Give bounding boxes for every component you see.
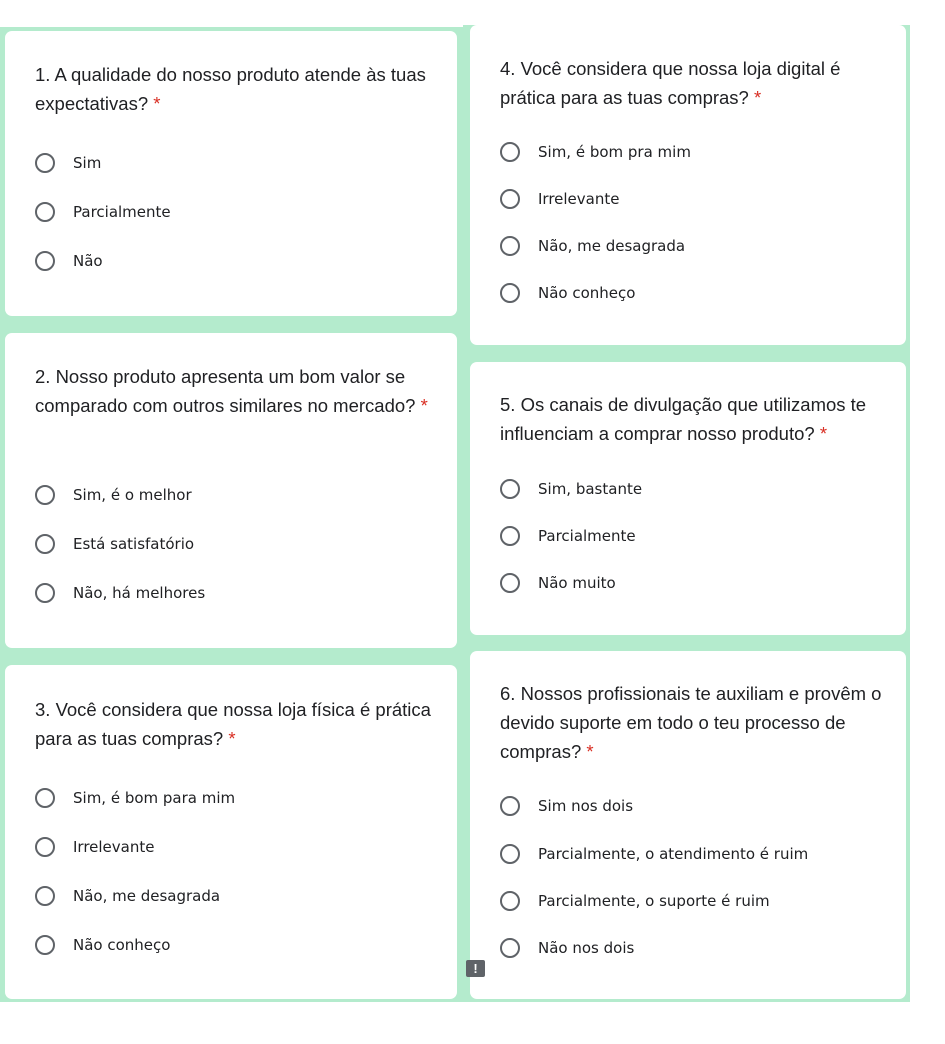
radio-option[interactable] [500, 793, 633, 819]
question-text: 2. Nosso produto apresenta um bom valor se comparado com outros similares no mercado? [35, 366, 416, 416]
option-label: Sim, bastante [538, 480, 643, 498]
radio-button[interactable] [35, 935, 55, 955]
option-label: Não [73, 252, 103, 270]
radio-button[interactable] [35, 583, 55, 603]
option-label: Parcialmente [73, 203, 171, 221]
alert-icon[interactable]: ! [466, 960, 485, 977]
radio-button[interactable] [500, 796, 520, 816]
radio-button[interactable] [35, 485, 55, 505]
radio-option[interactable] [35, 482, 192, 508]
radio-button[interactable] [500, 236, 520, 256]
radio-button[interactable] [35, 788, 55, 808]
option-label: Não conheço [73, 936, 171, 954]
question-card-2 [5, 333, 457, 648]
radio-option[interactable] [35, 932, 170, 958]
required-asterisk: * [420, 395, 428, 416]
question-text: 6. Nossos profissionais te auxiliam e provêm o devido suporte em todo o teu processo de compras? [500, 683, 882, 762]
radio-option[interactable] [35, 248, 103, 274]
required-asterisk: * [754, 87, 762, 108]
option-label: Está satisfatório [73, 535, 195, 553]
radio-option[interactable] [35, 785, 235, 811]
option-label: Não conheço [538, 284, 636, 302]
option-label: Parcialmente, o suporte é ruim [538, 892, 770, 910]
radio-button[interactable] [35, 534, 55, 554]
radio-button[interactable] [500, 938, 520, 958]
question-title [35, 695, 435, 753]
radio-button[interactable] [500, 573, 520, 593]
option-label: Parcialmente, o atendimento é ruim [538, 845, 809, 863]
radio-option[interactable] [35, 199, 171, 225]
radio-option[interactable] [500, 233, 685, 259]
radio-button[interactable] [35, 251, 55, 271]
radio-option[interactable] [35, 150, 101, 176]
question-card-4 [470, 25, 906, 345]
option-label: Irrelevante [538, 190, 620, 208]
radio-button[interactable] [500, 891, 520, 911]
option-label: Parcialmente [538, 527, 636, 545]
option-label: Sim, é bom pra mim [538, 143, 691, 161]
radio-button[interactable] [500, 479, 520, 499]
question-text: 3. Você considera que nossa loja física é prática para as tuas compras? [35, 699, 431, 749]
radio-option[interactable] [500, 280, 635, 306]
question-card-5 [470, 362, 906, 635]
option-label: Não, me desagrada [538, 237, 686, 255]
radio-option[interactable] [500, 570, 616, 596]
required-asterisk: * [586, 741, 594, 762]
radio-option[interactable] [500, 139, 691, 165]
radio-button[interactable] [35, 202, 55, 222]
question-title [35, 362, 435, 420]
question-text: 5. Os canais de divulgação que utilizamos te influenciam a comprar nosso produto? [500, 394, 867, 444]
radio-option[interactable] [500, 476, 642, 502]
option-label: Sim, é bom para mim [73, 789, 236, 807]
radio-button[interactable] [500, 844, 520, 864]
option-label: Não muito [538, 574, 616, 592]
question-title [500, 54, 900, 112]
radio-button[interactable] [500, 142, 520, 162]
required-asterisk: * [153, 93, 161, 114]
radio-button[interactable] [35, 886, 55, 906]
radio-option[interactable] [500, 888, 770, 914]
option-label: Irrelevante [73, 838, 155, 856]
radio-option[interactable] [500, 523, 636, 549]
radio-button[interactable] [500, 189, 520, 209]
radio-button[interactable] [500, 526, 520, 546]
question-card-3 [5, 665, 457, 999]
required-asterisk: * [819, 423, 828, 444]
question-title [35, 60, 435, 118]
radio-option[interactable] [35, 883, 220, 909]
question-text: 4. Você considera que nossa loja digital é prática para as tuas compras? [500, 58, 841, 108]
question-card-1 [5, 31, 457, 316]
radio-option[interactable] [35, 834, 154, 860]
radio-button[interactable] [500, 283, 520, 303]
question-title [500, 679, 900, 766]
question-title [500, 390, 900, 448]
radio-option[interactable] [500, 186, 619, 212]
required-asterisk: * [228, 728, 236, 749]
radio-option[interactable] [35, 580, 205, 606]
radio-button[interactable] [35, 837, 55, 857]
option-label: Não, me desagrada [73, 887, 221, 905]
question-card-6 [470, 651, 906, 999]
radio-option[interactable] [35, 531, 194, 557]
option-label: Não nos dois [538, 939, 635, 957]
question-text: 1. A qualidade do nosso produto atende às tuas expectativas? [35, 64, 426, 114]
option-label: Sim nos dois [538, 797, 634, 815]
option-label: Não, há melhores [73, 584, 206, 602]
radio-option[interactable] [500, 841, 808, 867]
radio-button[interactable] [35, 153, 55, 173]
option-label: Sim, é o melhor [73, 486, 192, 504]
option-label: Sim [73, 154, 102, 172]
radio-option[interactable] [500, 935, 634, 961]
